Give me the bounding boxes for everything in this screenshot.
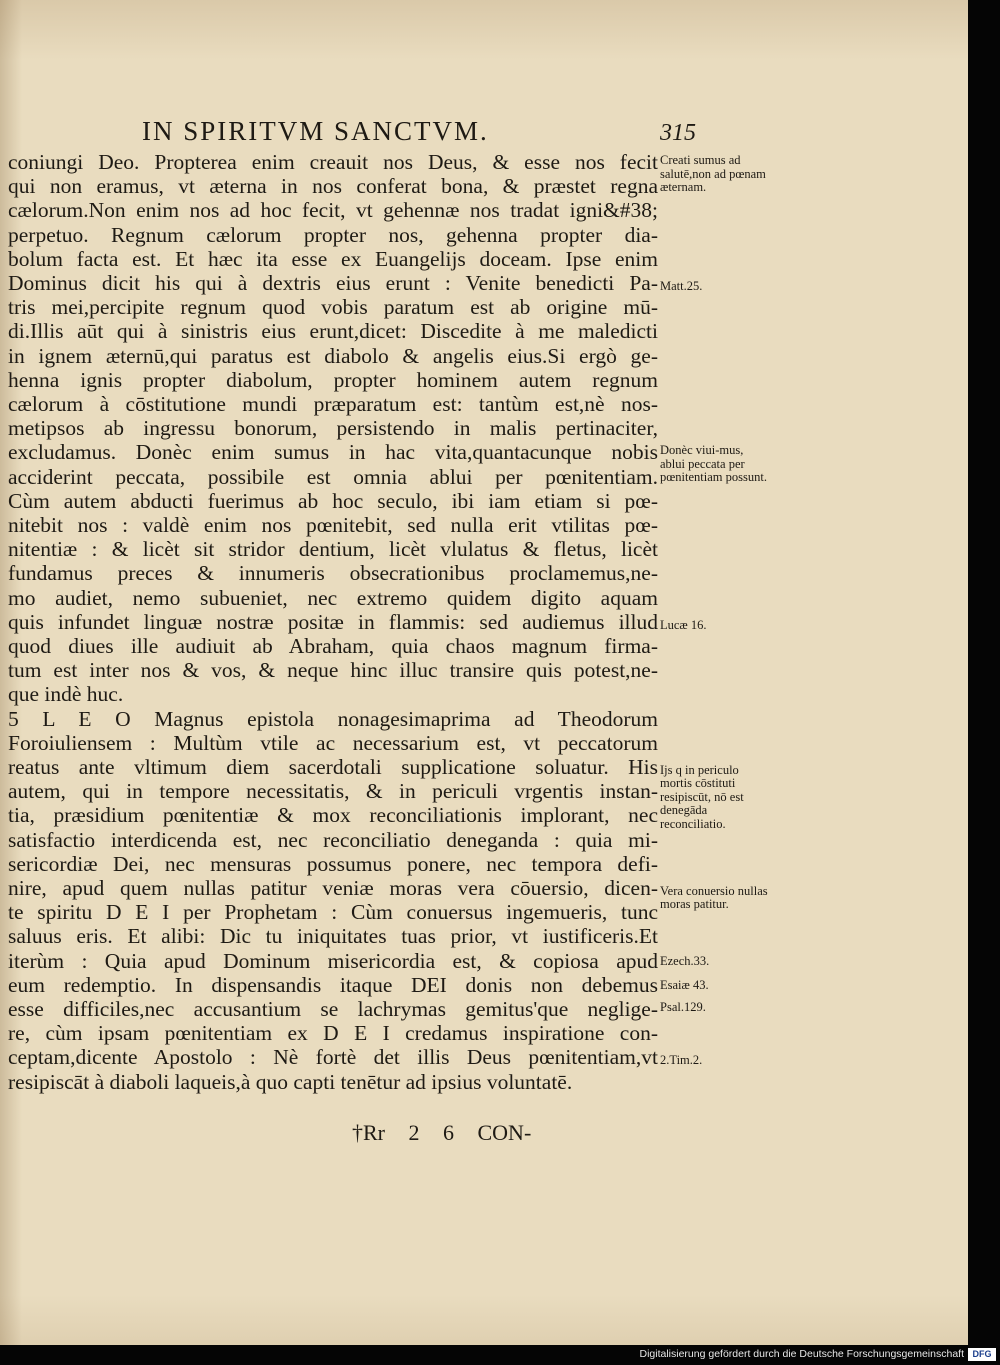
text-line: re, cùm ipsam pœnitentiam ex D E I credamus inspiratione con-: [8, 1021, 658, 1046]
text-line: que indè huc.: [8, 682, 124, 707]
text-line: iterùm : Quia apud Dominum misericordia est, & copiosa apud: [8, 948, 658, 973]
footer-credit: Digitalisierung gefördert durch die Deutsche Forschungsgemeinschaft: [639, 1348, 964, 1360]
text-line: tris mei,percipite regnum quod vobis paratum est ab origine mū-: [8, 295, 658, 320]
text-line: mo audiet, nemo subueniet, nec extremo quidem digito aquam: [8, 585, 658, 610]
text-line: bolum facta est. Et hæc ita esse ex Euangelijs doceam. Ipse enim: [8, 246, 658, 271]
margin-note: Lucæ 16.: [660, 617, 707, 632]
page-number: 315: [660, 120, 696, 146]
running-header: IN SPIRITVM SANCTVM.: [142, 116, 489, 146]
text-line: acciderint peccata, possibile est omnia ablui per pœnitentiam.: [8, 464, 658, 489]
text-line: nitentiæ : & licèt sit stridor dentium, licèt vlulatus & fletus, licèt: [8, 537, 658, 562]
text-line: te spiritu D E I per Prophetam : Cùm conuersus ingemueris, tunc: [8, 900, 658, 925]
text-line: coniungi Deo. Propterea enim creauit nos Deus, & esse nos fecit: [8, 150, 658, 174]
text-line: metipsos ab ingressu bonorum, persistendo in malis pertinaciter,: [8, 416, 658, 441]
text-line: henna ignis propter diabolum, propter hominem autem regnum: [8, 367, 658, 392]
margin-note: 2.Tim.2.: [660, 1053, 703, 1068]
text-line: tia, præsidium pœnitentiæ & mox reconciliationis implorant, nec: [8, 803, 658, 828]
text-line: fundamus preces & innumeris obsecrationibus proclamemus,ne-: [8, 561, 658, 586]
text-line: autem, qui in tempore necessitatis, & in periculi vrgentis instan-: [8, 779, 658, 804]
margin-note: Donèc viui-mus, ablui peccata per pœnitentiam possunt.: [660, 443, 767, 485]
text-line: excludamus. Donèc enim sumus in hac vita,quantacunque nobis: [8, 440, 658, 465]
text-line: in ignem æternū,qui paratus est diabolo & angelis eius.Si ergò ge-: [8, 343, 658, 368]
text-line: di.Illis aūt qui à sinistris eius erunt,dicet: Discedite à me maledicti: [8, 319, 658, 344]
digitization-footer: [0, 1345, 1000, 1365]
text-line: resipiscāt à diaboli laqueis,à quo capti tenētur ad ipsius voluntatē.: [8, 1069, 573, 1094]
text-line: cælorum.Non enim nos ad hoc fecit, vt gehennæ nos tradat igni&#38;: [8, 198, 658, 223]
margin-note: Psal.129.: [660, 1000, 706, 1014]
text-line: nire, apud quem nullas patitur veniæ moras vera cōuersio, dicen-: [8, 876, 658, 900]
margin-note: Matt.25.: [660, 278, 703, 293]
margin-note: Vera conuersio nullas moras patitur.: [660, 883, 768, 912]
text-line: reatus ante vltimum diem sacerdotali supplicatione soluatur. His: [8, 755, 658, 779]
text-line: eum redemptio. In dispensandis itaque DEI donis non debemus: [8, 972, 658, 997]
signature-mark: †Rr 2 6 CON-: [352, 1120, 532, 1145]
text-line: 5 L E O Magnus epistola nonagesimaprima ad Theodorum: [8, 706, 658, 731]
margin-note: Ezech.33.: [660, 954, 710, 969]
text-line: tum est inter nos & vos, & neque hinc illuc transire quis potest,ne-: [8, 658, 658, 683]
text-line: ceptam,dicente Apostolo : Nè fortè det illis Deus pœnitentiam,vt: [8, 1045, 658, 1070]
text-line: esse difficiles,nec accusantium se lachrymas gemitus'que neglige-: [8, 997, 658, 1021]
text-line: satisfactio interdicenda est, nec reconciliatio deneganda : quia mi-: [8, 827, 658, 852]
text-line: saluus eris. Et alibi: Dic tu iniquitates tuas prior, vt iustificeris.Et: [8, 924, 658, 949]
margin-note: Creati sumus ad salutē,non ad pœnam æternam.: [660, 153, 766, 194]
text-line: perpetuo. Regnum cælorum propter nos, gehenna propter dia-: [8, 222, 658, 247]
text-line: cælorum à cōstitutione mundi præparatum est: tantùm est,nè nos-: [8, 392, 658, 416]
text-line: nitebit nos : valdè enim nos pœnitebit, sed nulla erit vtilitas pœ-: [8, 513, 658, 537]
text-line: sericordiæ Dei, nec mensuras possumus ponere, nec tempora defi-: [8, 851, 658, 876]
text-line: qui non eramus, vt æterna in nos conferat bona, & præstet regna: [8, 174, 658, 199]
text-line: quod diues ille audiuit ab Abraham, quia chaos magnum firma-: [8, 634, 658, 658]
text-line: Dominus dicit his qui à dextris eius erunt : Venite benedicti Pa-: [8, 271, 658, 295]
dfg-logo-icon: DFG: [968, 1348, 996, 1361]
text-line: Cùm autem abducti fuerimus ab hoc seculo, ibi iam etiam si pœ-: [8, 488, 658, 513]
text-line: quis infundet linguæ nostræ positæ in flammis: sed audiemus illud: [8, 609, 658, 634]
text-line: Foroiuliensem : Multùm vtile ac necessarium est, vt peccatorum: [8, 730, 658, 755]
margin-note: Esaiæ 43.: [660, 978, 709, 993]
margin-note: Ijs q in periculo mortis cōstituti resipiscūt, nō est denegāda reconciliatio.: [660, 762, 744, 831]
